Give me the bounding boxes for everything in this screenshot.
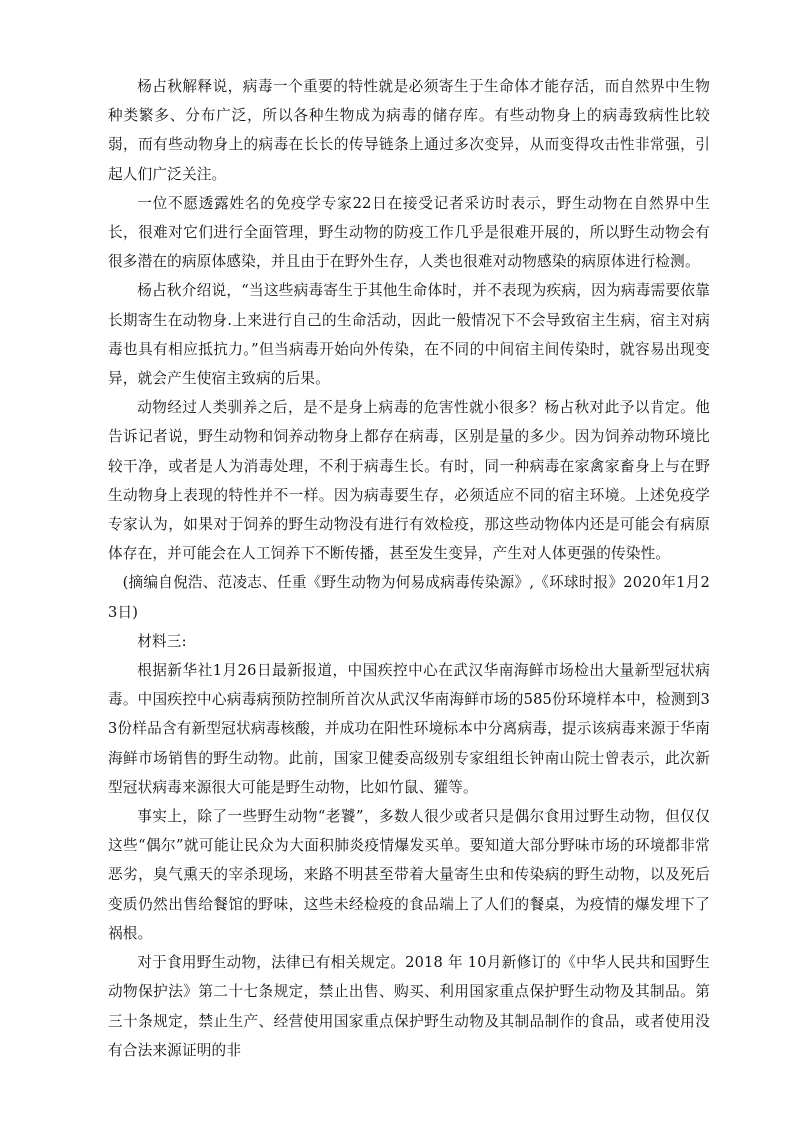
source-citation: (摘编自倪浩、范凌志、任重《野生动物为何易成病毒传染源》,《环球时报》2020年1月23日) <box>108 574 710 621</box>
section-label-material-three: 材料三: <box>137 632 187 650</box>
paragraph-virus-hosts: 杨占秋解释说，病毒一个重要的特性就是必须寄生于生命体才能存活，而自然界中生物种类繁多、分布广泛，所以各种生物成为病毒的储存库。有些动物身上的病毒致病性比较弱，而有些动物身上的病毒在长长的传导链条上通过多次变异，从而变得攻击性非常强，引起人们广泛关注。 <box>108 78 710 183</box>
paragraph-wild-game-markets: 事实上，除了一些野生动物“老饕”，多数人很少或者只是偶尔食用过野生动物，但仅仅这些“偶尔”就可能让民众为大面积肺炎疫情爆发买单。要知道大部分野味市场的环境都非常恶劣，臭气熏天的宰杀现场，来路不明甚至带着大量寄生虫和传染病的野生动物，以及死后变质仍然出售给餐馆的野味，这些未经检疫的食品端上了人们的餐桌，为疫情的爆发埋下了祸根。 <box>108 808 710 942</box>
paragraph-xinhua-report: 根据新华社1月26日最新报道，中国疾控中心在武汉华南海鲜市场检出大量新型冠状病毒。中国疾控中心病毒病预防控制所首次从武汉华南海鲜市场的585份环境样本中，检测到33份样品含有新型冠状病毒核酸，并成功在阳性环境标本中分离病毒，提示该病毒来源于华南海鲜市场销售的野生动物。此前，国家卫健委高级别专家组组长钟南山院士曾表示，此次新型冠状病毒来源很大可能是野生动物，比如竹鼠、獾等。 <box>108 662 710 796</box>
paragraph-wildlife-law: 对于食用野生动物，法律已有相关规定。2018 年 10月新修订的《中华人民共和国野生动物保护法》第二十七条规定，禁止出售、购买、利用国家重点保护野生动物及其制品。第三十条规定，禁止生产、经营使用国家重点保护野生动物及其制品制作的食品，或者使用没有合法来源证明的非 <box>108 954 710 1059</box>
paragraph-immunologist: 一位不愿透露姓名的免疫学专家22日在接受记者采访时表示，野生动物在自然界中生长，很难对它们进行全面管理，野生动物的防疫工作几乎是很难开展的，所以野生动物会有很多潜在的病原体感染，并且由于在野外生存，人类也很难对动物感染的病原体进行检测。 <box>108 194 710 271</box>
paragraph-parasitism: 杨占秋介绍说，“当这些病毒寄生于其他生命体时，并不表现为疾病，因为病毒需要依靠长期寄生在动物身.上来进行自己的生命活动，因此一般情况下不会导致宿主生病，宿主对病毒也具有相应抵抗力。”但当病毒开始向外传染，在不同的中间宿主间传染时，就容易出现变异，就会产生使宿主致病的后果。 <box>108 282 710 388</box>
paragraph-domestication: 动物经过人类驯养之后，是不是身上病毒的危害性就小很多？杨占秋对此予以肯定。他告诉记者说，野生动物和饲养动物身上都存在病毒，区别是量的多少。因为饲养动物环境比较干净，或者是人为消毒处理，不利于病毒生长。有时，同一种病毒在家禽家畜身上与在野生动物身上表现的特性并不一样。因为病毒要生存，必须适应不同的宿主环境。上述免疫学专家认为，如果对于饲养的野生动物没有进行有效检疫，那这些动物体内还是可能会有病原体存在，并可能会在人工饲养下不断传播，甚至发生变异，产生对人体更强的传染性。 <box>108 399 710 563</box>
